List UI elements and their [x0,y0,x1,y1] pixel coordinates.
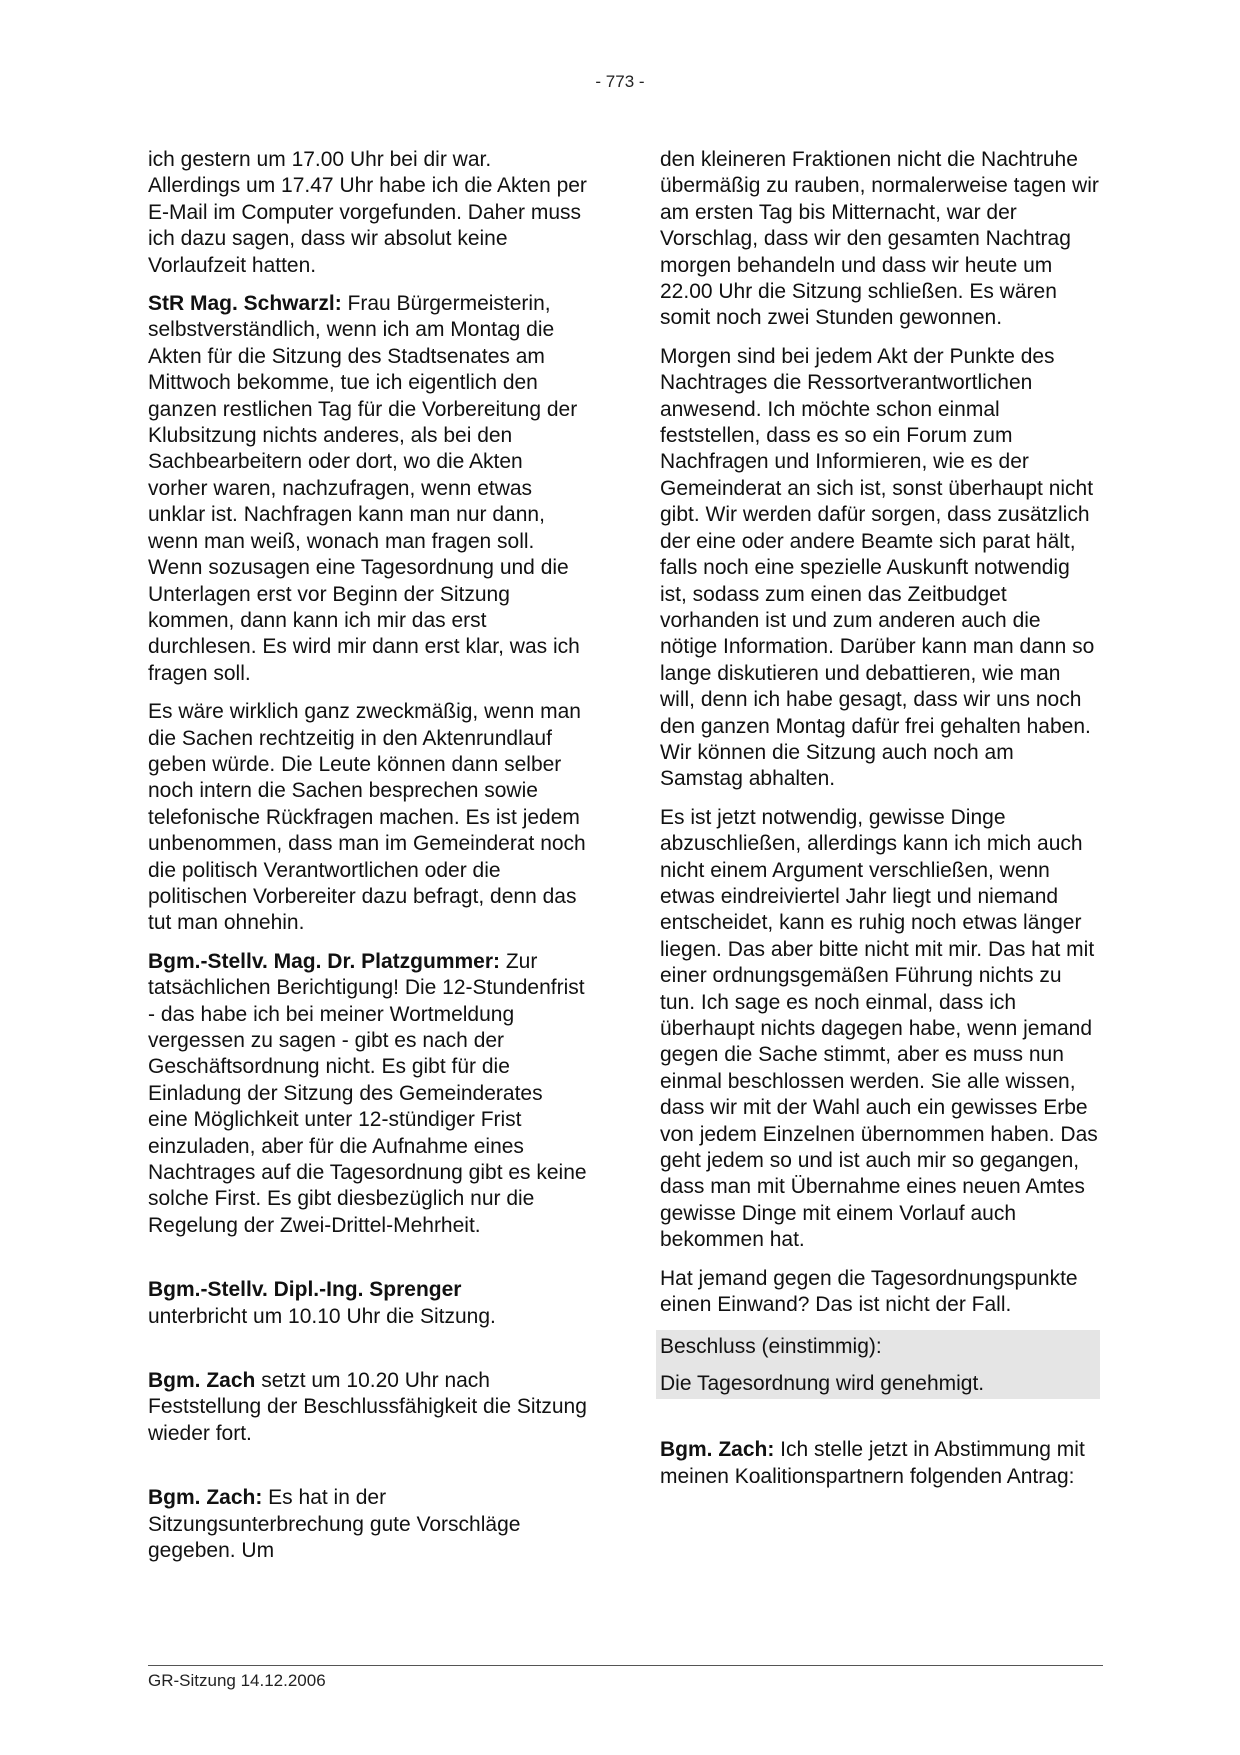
page-number: - 773 - [595,72,645,91]
speech-zach: Bgm. Zach: Es hat in der Sitzungsunterbrechung gute Vorschläge gegeben. Um [148,1486,521,1563]
speech-schwarzl: StR Mag. Schwarzl: Frau Bürgermeisterin, selbstverständlich, wenn ich am Montag die Akten für die Sitzung des Stadtsenates am Mittwoch bekomme, tue ich eigentlich den ganzen restlichen Tag für die Vorbereitung der Klubsitzung nichts anderes, als bei den Sachbearbeitern oder dort, wo die Akten vorher waren, nachzufragen, wenn etwas unklar ist. Nachfragen kann man nur dann, wenn man weiß, wonach man fragen soll. Wenn sozusagen eine Tagesordnung und die Unterlagen erst vor Beginn der Sitzung kommen, dann kann ich mir das erst durchlesen. Es wird mir dann erst klar, was ich fragen soll. [148,292,580,685]
speaker-name: StR Mag. Schwarzl: [148,292,342,316]
paragraph: ich gestern um 17.00 Uhr bei dir war. Allerdings um 17.47 Uhr habe ich die Akten per E-Mail im Computer vorgefunden. Daher muss ich dazu sagen, dass wir absolut keine Vorlaufzeit hatten. [148,148,587,277]
resolution-label: Beschluss (einstimmig): [660,1335,882,1359]
speaker-name: Bgm. Zach: [660,1438,775,1462]
paragraph: den kleineren Fraktionen nicht die Nachtruhe übermäßig zu rauben, normalerweise tagen wir am ersten Tag bis Mitternacht, war der Vorschlag, dass wir den gesamten Nachtrag morgen behandeln und dass wir heute um 22.00 Uhr die Sitzung schließen. Es wären somit noch zwei Stunden gewonnen. [660,148,1099,330]
paragraph: Es wäre wirklich ganz zweckmäßig, wenn man die Sachen rechtzeitig in den Aktenrundlauf geben würde. Die Leute können dann selber noch intern die Sachen besprechen sowie telefonische Rückfragen machen. Es ist jedem unbenommen, dass man im Gemeinderat noch die politisch Verantwortlichen oder die politischen Vorbereiter dazu befragt, denn das tut man ohnehin. [148,700,586,935]
speaker-name: Bgm. Zach [148,1369,256,1393]
paragraph: Hat jemand gegen die Tagesordnungspunkte einen Einwand? Das ist nicht der Fall. [660,1266,1078,1317]
speech-platzgummer: Bgm.-Stellv. Mag. Dr. Platzgummer: Zur tatsächlichen Berichtigung! Die 12-Stundenfrist - das habe ich bei meiner Wortmeldung vergessen zu sagen - gibt es nach der Geschäftsordnung nicht. Es gibt für die Einladung der Sitzung des Gemeinderates eine Möglichkeit unter 12-stündiger Frist einzuladen, aber für die Aufnahme eines Nachtrages auf die Tagesordnung gibt es keine solche First. Es gibt diesbezüglich nur die Regelung der Zwei-Drittel-Mehrheit. [148,949,587,1237]
paragraph: Morgen sind bei jedem Akt der Punkte des Nachtrages die Ressortverantwortlichen anwesend. Ich möchte schon einmal feststellen, dass es so ein Forum zum Nachfragen und Informieren, wie es der Gemeinderat an sich ist, sonst überhaupt nicht gibt. Wir werden dafür sorgen, dass zusätzlich der eine oder andere Beamte sich parat hält, falls noch eine spezielle Auskunft notwendig ist, sodass zum einen das Zeitbudget vorhanden ist und zum anderen auch die nötige Information. Darüber kann man dann so lange diskutieren und debattieren, wie man will, denn ich habe gesagt, dass wir uns noch den ganzen Montag dafür frei gehalten haben. Wir können die Sitzung auch noch am Samstag abhalten. [660,344,1095,791]
footer: GR-Sitzung 14.12.2006 [148,1671,326,1690]
resolution-text: Die Tagesordnung wird genehmigt. [660,1371,985,1395]
procedural-note-interruption: Bgm.-Stellv. Dipl.-Ing. Sprenger unterbricht um 10.10 Uhr die Sitzung. [148,1278,496,1328]
right-column [660,147,1100,1502]
procedural-note-resumption: Bgm. Zach setzt um 10.20 Uhr nach Feststellung der Beschlussfähigkeit die Sitzung wieder fort. [148,1369,587,1445]
speaker-name: Bgm.-Stellv. Dipl.-Ing. Sprenger [148,1278,462,1302]
resolution-box [656,1330,1100,1399]
speaker-name: Bgm.-Stellv. Mag. Dr. Platzgummer: [148,949,501,973]
left-column [148,147,588,1577]
footer-divider [148,1665,1103,1666]
paragraph: Es ist jetzt notwendig, gewisse Dinge abzuschließen, allerdings kann ich mich auch nicht einem Argument verschließen, wenn etwas eindreiviertel Jahr liegt und niemand entscheidet, kann es ruhig noch etwas länger liegen. Das aber bitte nicht mit mir. Das hat mit einer ordnungsgemäßen Führung nichts zu tun. Ich sage es noch einmal, dass ich überhaupt nichts dagegen habe, wenn jemand gegen die Sache stimmt, aber es muss nun einmal beschlossen werden. Sie alle wissen, dass wir mit der Wahl auch ein gewisses Erbe von jedem Einzelnen übernommen haben. Das geht jedem so und ist auch mir so gegangen, dass man mit Übernahme eines neuen Amtes gewisse Dinge mit einem Vorlauf auch bekommen hat. [660,805,1098,1252]
speaker-name: Bgm. Zach: [148,1486,263,1510]
speech-zach-motion: Bgm. Zach: Ich stelle jetzt in Abstimmung mit meinen Koalitionspartnern folgenden Antrag: [660,1438,1085,1488]
